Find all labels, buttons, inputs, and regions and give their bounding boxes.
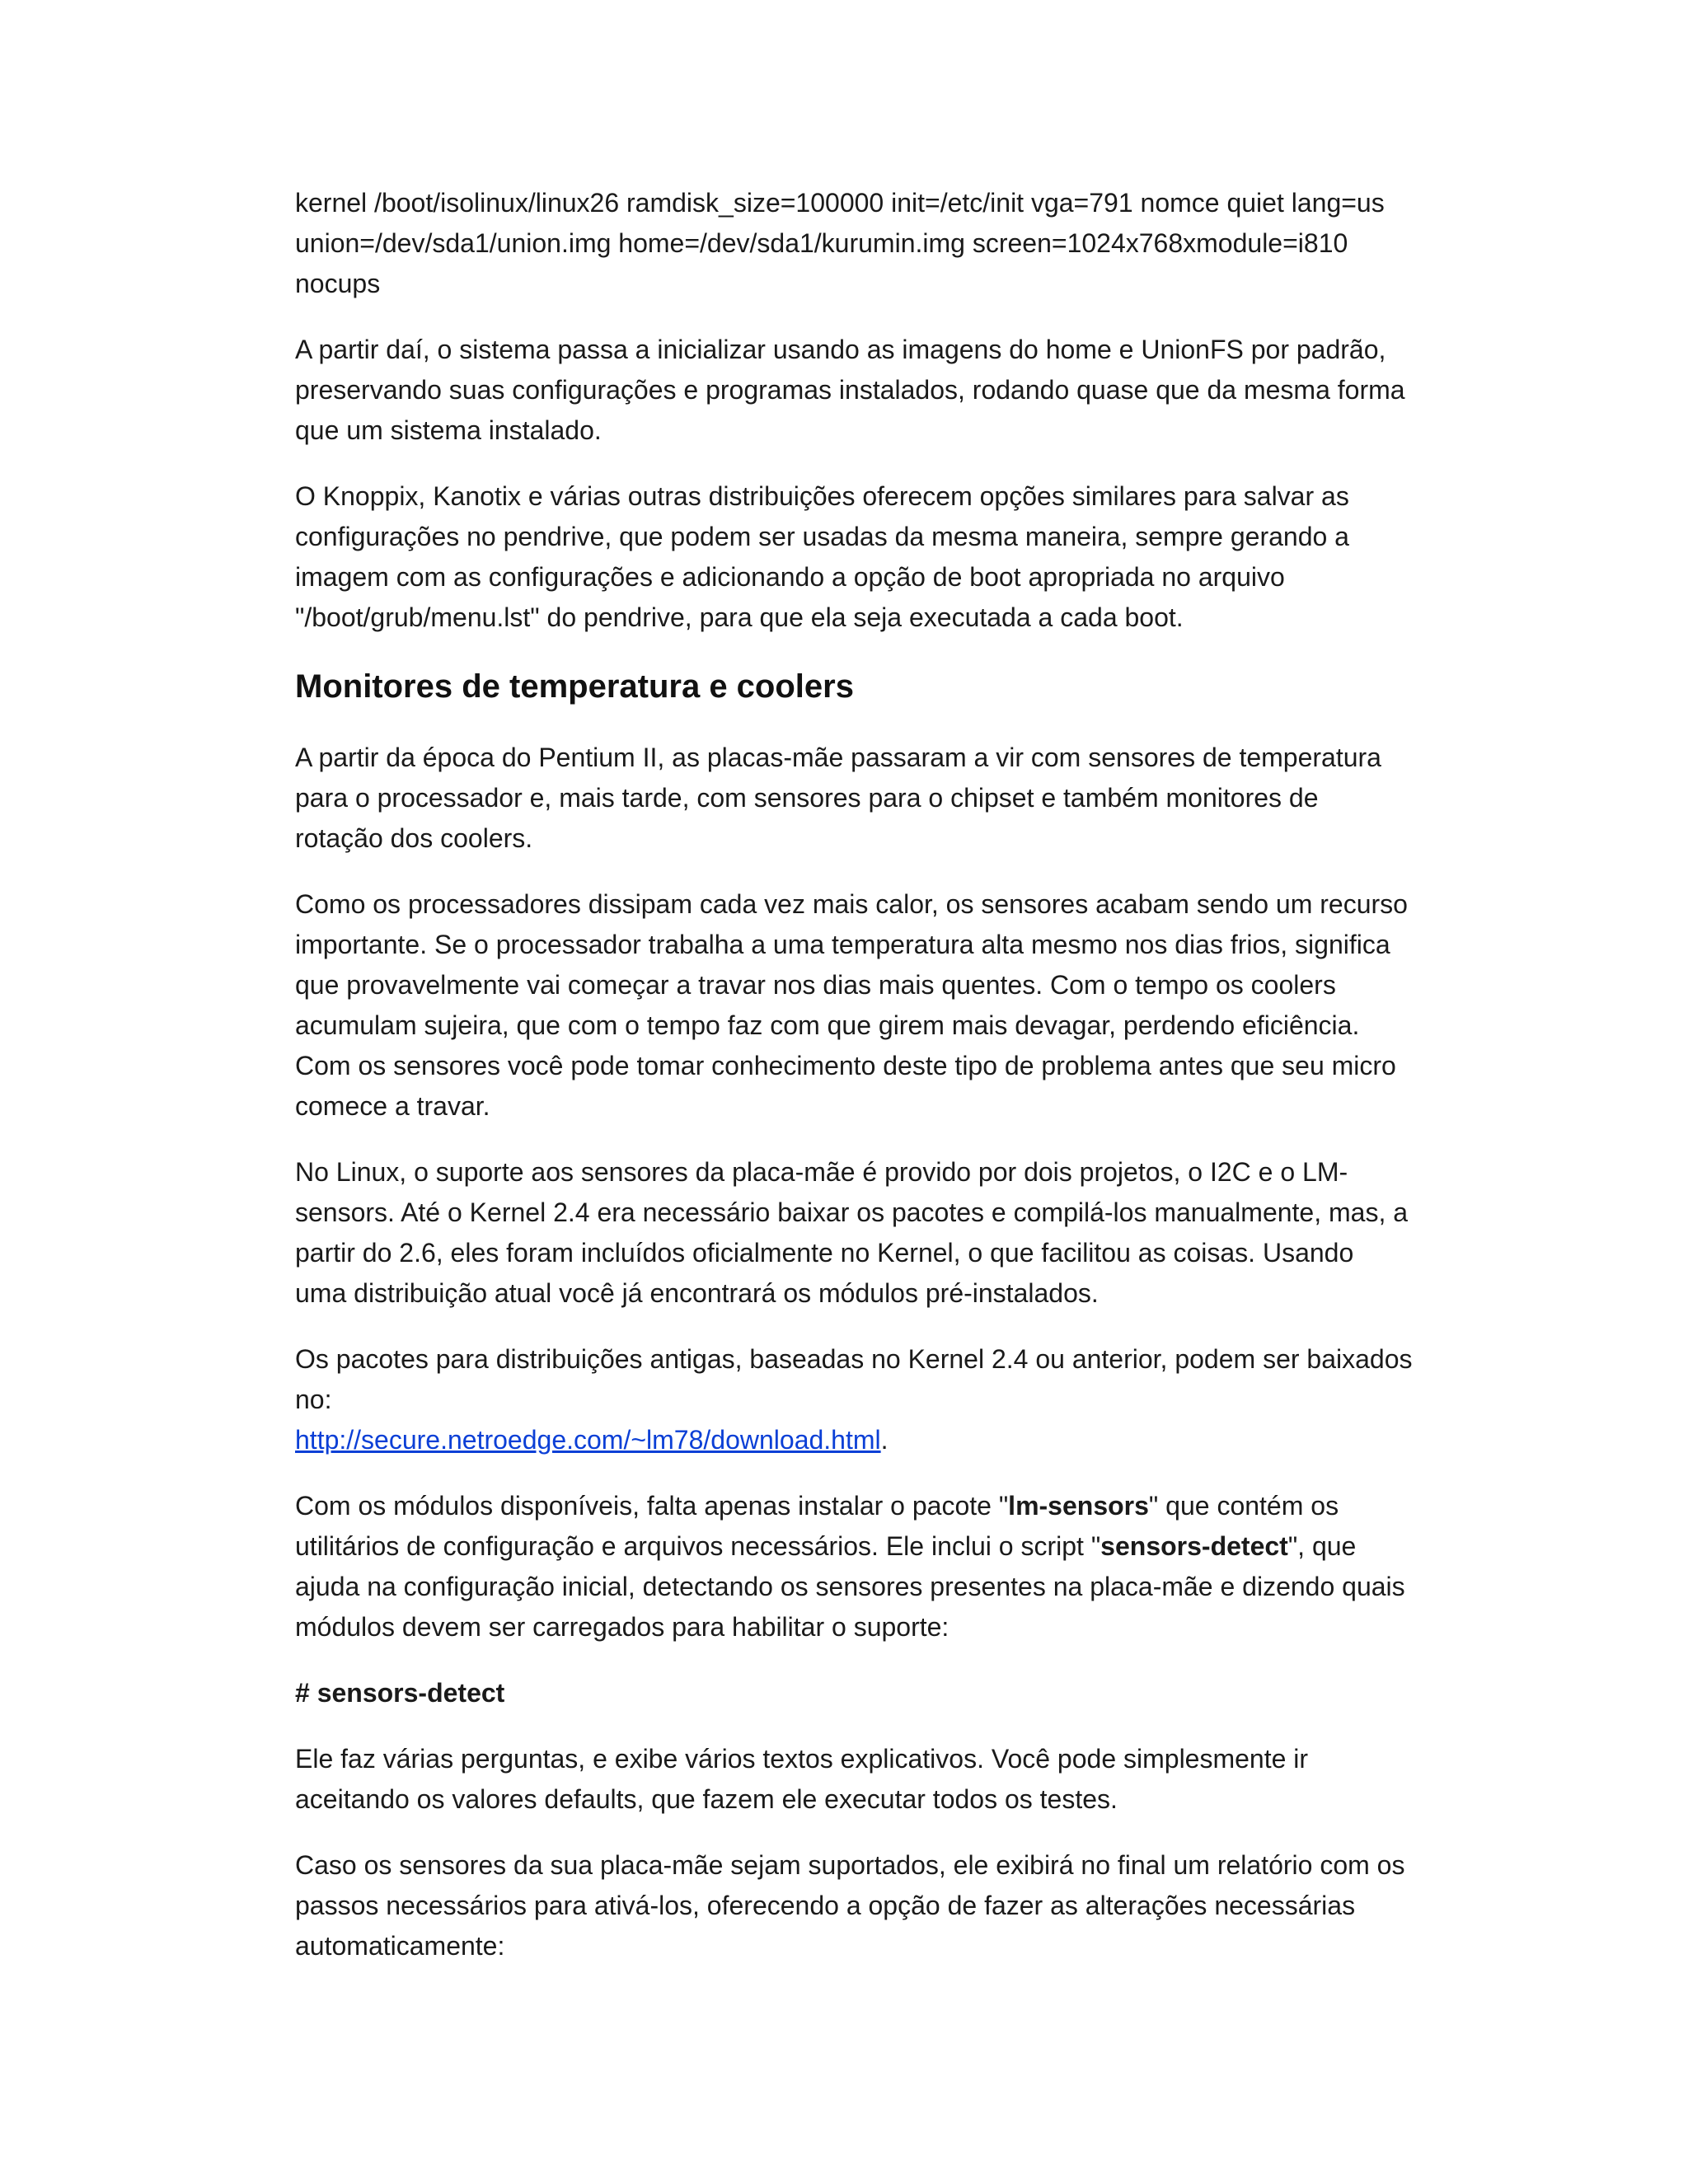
paragraph: [295, 1739, 1416, 1820]
text-line: kernel /boot/isolinux/linux26 ramdisk_size=100000 init=/etc/init vga=791 nomce quiet lang=us: [295, 188, 1385, 218]
paragraph: [295, 1486, 1416, 1647]
text-fragment: ", que: [1287, 1531, 1357, 1561]
link-suffix: .: [880, 1425, 889, 1455]
text-line: [295, 1526, 1416, 1567]
text-line: Caso os sensores da sua placa-mãe sejam suportados, ele exibirá no final um relatório com os: [295, 1850, 1405, 1880]
text-line: Como os processadores dissipam cada vez mais calor, os sensores acabam sendo um recurso: [295, 889, 1408, 919]
text-line: preservando suas configurações e programas instalados, rodando quase que da mesma forma: [295, 375, 1405, 405]
text-fragment: Com os módulos disponíveis, falta apenas instalar o pacote ": [295, 1491, 1009, 1521]
text-line: para o processador e, mais tarde, com sensores para o chipset e também monitores de: [295, 783, 1319, 813]
command-line: [295, 1673, 1416, 1713]
script-name: sensors-detect: [1100, 1531, 1288, 1561]
text-line: union=/dev/sda1/union.img home=/dev/sda1/kurumin.img screen=1024x768xmodule=i810: [295, 228, 1348, 258]
paragraph: [295, 476, 1416, 638]
text-line: partir do 2.6, eles foram incluídos oficialmente no Kernel, o que facilitou as coisas. Usando: [295, 1238, 1354, 1268]
text-line: Os pacotes para distribuições antigas, baseadas no Kernel 2.4 ou anterior, podem ser baixados: [295, 1344, 1413, 1374]
text-line: A partir daí, o sistema passa a inicializar usando as imagens do home e UnionFS por padrão,: [295, 335, 1386, 364]
text-line: que provavelmente vai começar a travar nos dias mais quentes. Com o tempo os coolers: [295, 970, 1336, 1000]
paragraph: [295, 1152, 1416, 1314]
paragraph: [295, 1339, 1416, 1460]
text-fragment: " que contém os: [1148, 1491, 1339, 1521]
text-line: importante. Se o processador trabalha a uma temperatura alta mesmo nos dias frios, significa: [295, 930, 1390, 959]
text-line: Ele faz várias perguntas, e exibe vários textos explicativos. Você pode simplesmente ir: [295, 1744, 1309, 1774]
paragraph: [295, 738, 1416, 859]
text-line: passos necessários para ativá-los, oferecendo a opção de fazer as alterações necessárias: [295, 1891, 1356, 1920]
paragraph: [295, 1845, 1416, 1966]
text-line: nocups: [295, 269, 381, 298]
text-line: O Knoppix, Kanotix e várias outras distribuições oferecem opções similares para salvar as: [295, 481, 1349, 511]
text-line: que um sistema instalado.: [295, 415, 602, 445]
command-text: # sensors-detect: [295, 1678, 505, 1708]
text-line: ajuda na configuração inicial, detectando os sensores presentes na placa-mãe e dizendo quais: [295, 1572, 1405, 1601]
text-line: aceitando os valores defaults, que fazem ele executar todos os testes.: [295, 1784, 1118, 1814]
paragraph: [295, 884, 1416, 1127]
text-line: automaticamente:: [295, 1931, 505, 1961]
text-fragment: utilitários de configuração e arquivos necessários. Ele inclui o script ": [295, 1531, 1101, 1561]
text-line: rotação dos coolers.: [295, 823, 533, 853]
paragraph: [295, 330, 1416, 451]
text-line: "/boot/grub/menu.lst" do pendrive, para que ela seja executada a cada boot.: [295, 602, 1184, 632]
text-line: uma distribuição atual você já encontrará os módulos pré-instalados.: [295, 1278, 1099, 1308]
text-line: módulos devem ser carregados para habilitar o suporte:: [295, 1612, 950, 1642]
kernel-boot-line: [295, 183, 1416, 304]
text-line: configurações no pendrive, que podem ser usadas da mesma maneira, sempre gerando a: [295, 522, 1349, 551]
text-line: imagem com as configurações e adicionando a opção de boot apropriada no arquivo: [295, 562, 1285, 592]
text-line: A partir da época do Pentium II, as placas-mãe passaram a vir com sensores de temperatura: [295, 743, 1381, 772]
package-name: lm-sensors: [1008, 1491, 1149, 1521]
section-heading: Monitores de temperatura e coolers: [295, 668, 854, 705]
document-page: [295, 183, 1416, 1992]
text-line: Com os sensores você pode tomar conhecimento deste tipo de problema antes que seu micro: [295, 1051, 1396, 1080]
text-line: comece a travar.: [295, 1091, 490, 1121]
text-line: sensors. Até o Kernel 2.4 era necessário baixar os pacotes e compilá-los manualmente, mas, a: [295, 1197, 1409, 1227]
link-line: [295, 1420, 1416, 1460]
text-line: no:: [295, 1385, 332, 1414]
text-line: No Linux, o suporte aos sensores da placa-mãe é provido por dois projetos, o I2C e o LM-: [295, 1157, 1348, 1187]
text-line: [295, 1486, 1416, 1526]
text-line: acumulam sujeira, que com o tempo faz com que girem mais devagar, perdendo eficiência.: [295, 1010, 1360, 1040]
download-link[interactable]: http://secure.netroedge.com/~lm78/download.html: [295, 1425, 881, 1455]
